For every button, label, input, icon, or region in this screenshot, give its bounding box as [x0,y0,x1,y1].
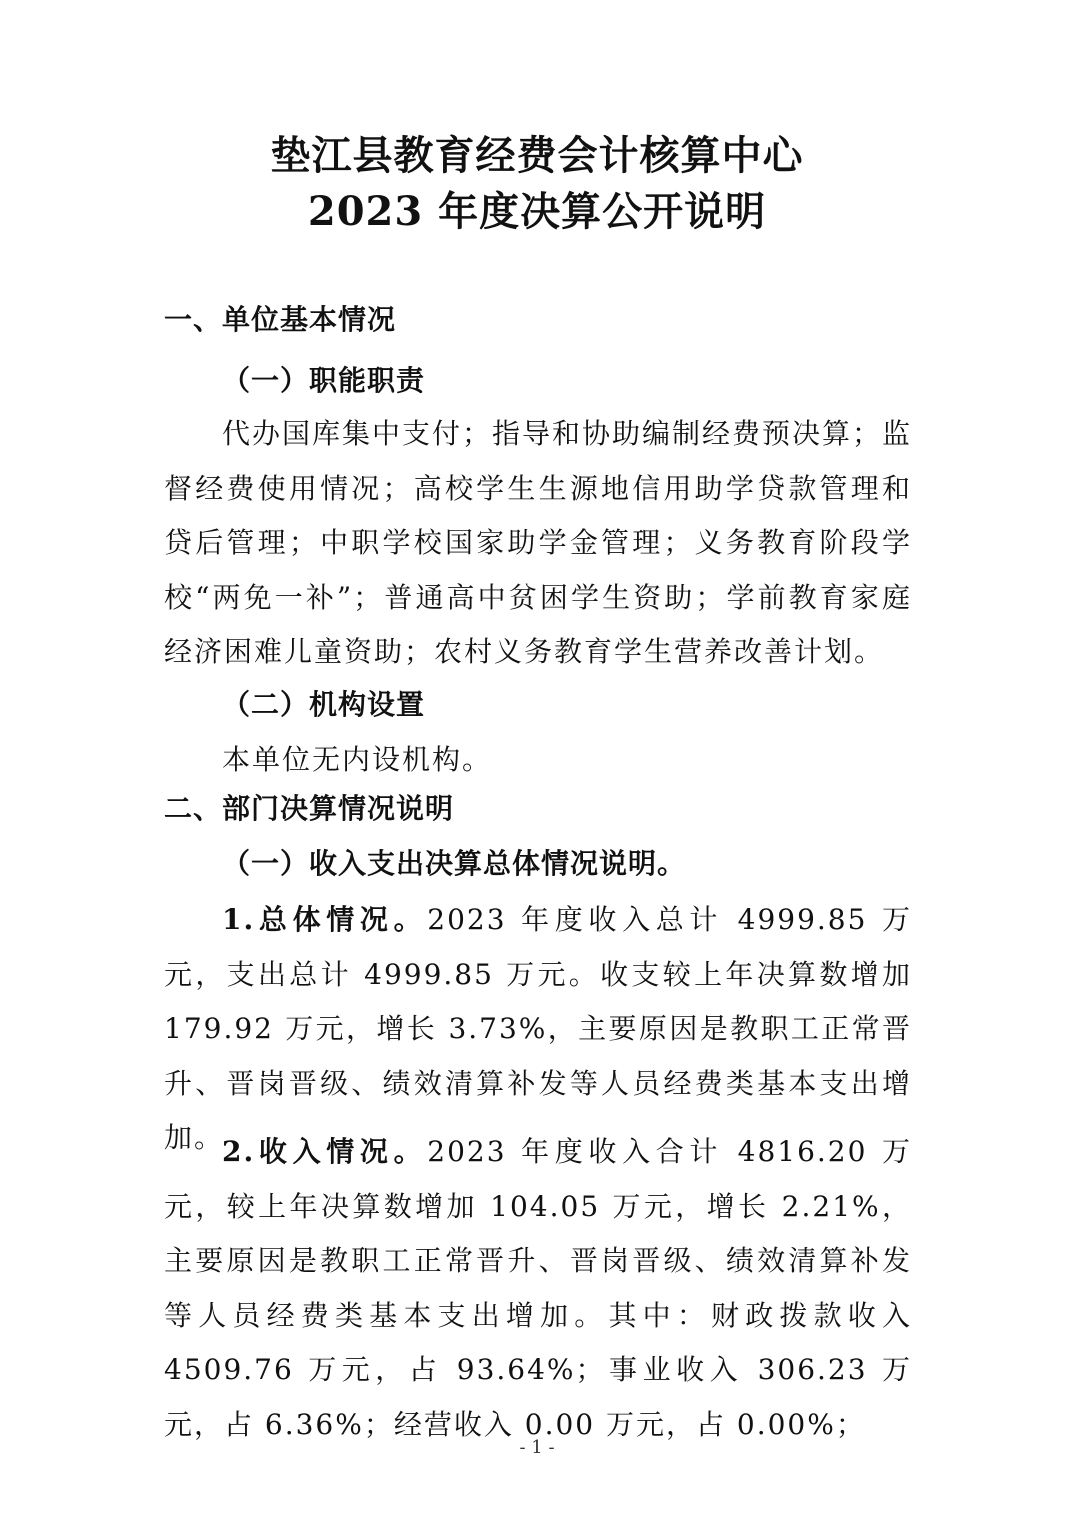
section2-item2-lead: 2.收入情况。 [222,1135,428,1168]
section2-heading: 二、部门决算情况说明 [164,792,455,825]
document-title-line2: 2023 年度决算公开说明 [307,188,767,235]
section1-sub1-heading: （一）职能职责 [222,364,426,397]
page-number: - 1 - [519,1437,555,1458]
section2-sub1-heading: （一）收入支出决算总体情况说明。 [222,847,687,880]
section2-item1-text: 2023 年度收入总计 4999.85 万元，支出总计 4999.85 万元。收支较上年决算数增加 179.92 万元，增长 3.73%，主要原因是教职工正常晋升、晋岗晋级、绩效清算补发等人员经费类基本支出增加。 [164,903,913,1154]
section1-sub2-heading: （二）机构设置 [222,688,426,721]
section2-item1-lead: 1.总体情况。 [222,903,428,936]
section1-sub2-text: 本单位无内设机构。 [222,743,493,776]
document-title-line1: 垫江县教育经费会计核算中心 [270,132,804,179]
section1-heading: 一、单位基本情况 [164,303,397,336]
section1-sub1-text: 代办国库集中支付；指导和协助编制经费预决算；监督经费使用情况；高校学生生源地信用助学贷款管理和贷后管理；中职学校国家助学金管理；义务教育阶段学校“两免一补”；普通高中贫困学生资助；学前教育家庭经济困难儿童资助；农村义务教育学生营养改善计划。 [164,417,913,668]
section2-item2 [164,1125,912,1452]
section2-item2-text: 2023 年度收入合计 4816.20 万元，较上年决算数增加 104.05 万元，增长 2.21%，主要原因是教职工正常晋升、晋岗晋级、绩效清算补发等人员经费类基本支出增加。其中：财政拨款收入 4509.76 万元，占 93.64%；事业收入 306.23 万元，占 6.36%；经营收入 0.00 万元，占 0.00%； [164,1135,913,1441]
